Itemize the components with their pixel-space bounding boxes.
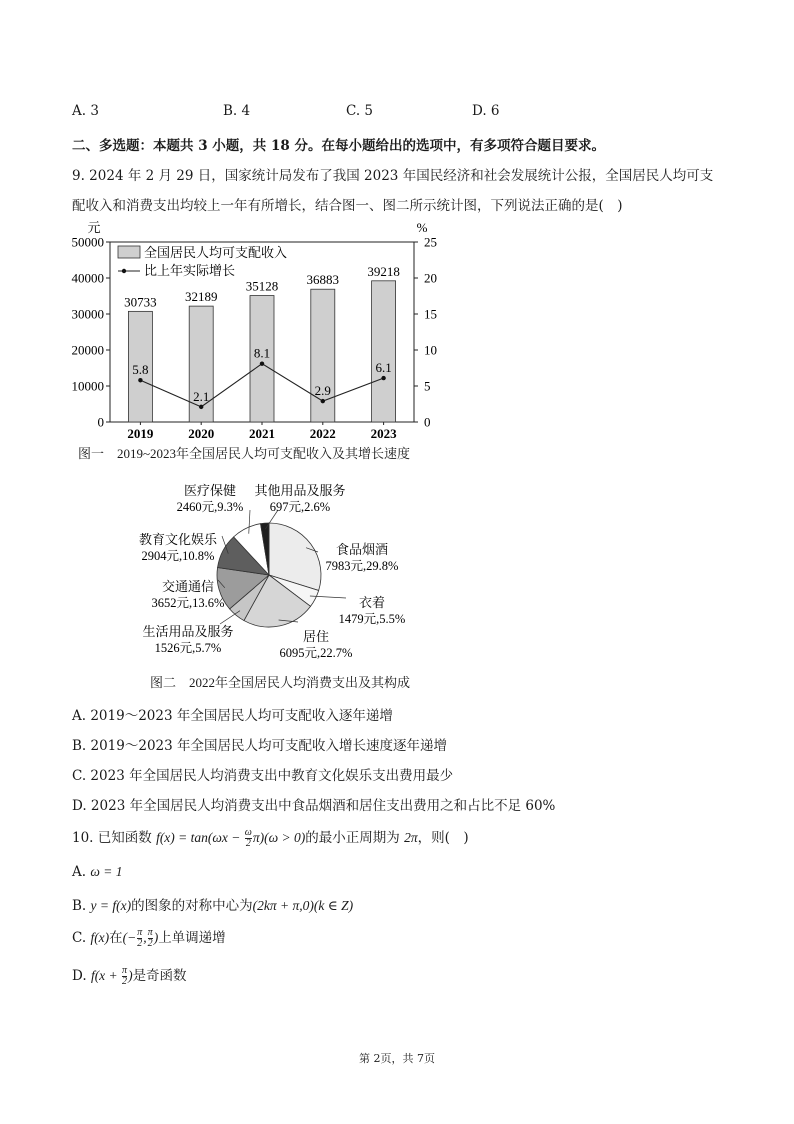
q9-option-b: B. 2019～2023 年全国居民人均可支配收入增长速度逐年递增 — [72, 738, 448, 754]
right-tick-label: 20 — [424, 270, 437, 286]
pie-label-name: 居住 — [302, 629, 330, 644]
q10-option-d-label: D. — [72, 968, 91, 984]
q10-option-b — [72, 894, 353, 914]
growth-point — [321, 399, 325, 403]
choice-b: B. 4 — [223, 103, 251, 119]
q10-fraction — [245, 828, 252, 849]
pie-label-value — [339, 612, 406, 626]
pie-label-name: 生活用品及服务 — [142, 624, 234, 639]
pie-label-name: 衣着 — [358, 595, 386, 610]
pie-label-percent: 9.3% — [217, 500, 244, 514]
pie-label-amount: 7983元, — [325, 559, 367, 573]
pie-label-percent: 5.5% — [379, 612, 406, 626]
q10-option-d-frac — [122, 966, 127, 987]
q10-option-c-math1: f(x) — [90, 930, 110, 945]
q10-option-c-close: ) — [153, 930, 159, 945]
q10-option-c-open: (− — [122, 930, 137, 945]
right-tick-label: 5 — [424, 378, 431, 394]
figure2-chart — [100, 470, 430, 670]
pie-label-amount: 1479元, — [338, 612, 380, 626]
q10-option-c-frac1-num: π — [137, 927, 143, 938]
income-bar-label: 35128 — [245, 278, 279, 294]
legend-line-marker — [122, 269, 126, 273]
growth-point — [199, 405, 203, 409]
pie-label-percent: 5.7% — [195, 641, 222, 655]
q9-stem-line1: 9. 2024 年 2 月 29 日，国家统计局发布了我国 2023 年国民经济和社会发展统计公报，全国居民人均可支 — [72, 168, 714, 184]
pie-label-value — [152, 596, 225, 610]
growth-point — [138, 378, 142, 382]
pie-label-name: 交通通信 — [161, 579, 215, 594]
pie-leader-line — [220, 611, 240, 624]
q10-function-tail: π)(ω > 0) — [252, 830, 306, 845]
right-tick-label: 10 — [424, 342, 437, 358]
pie-label-amount: 697元, — [269, 500, 305, 514]
q10-option-d-math2: ) — [128, 968, 133, 983]
pie-label-value — [155, 641, 222, 655]
q10-stem-end: ，则( ) — [417, 830, 469, 846]
q9-option-c: C. 2023 年全国居民人均消费支出中教育文化娱乐支出费用最少 — [72, 768, 454, 784]
right-tick-label: 0 — [424, 414, 431, 430]
q10-stem-post: 的最小正周期为 — [305, 830, 405, 846]
growth-label: 8.1 — [253, 345, 271, 361]
left-tick-label: 50000 — [71, 234, 104, 250]
figure1-caption: 图一 2019~2023年全国居民人均可支配收入及其增长速度 — [78, 446, 411, 461]
q10-option-c-text2: 上单调递增 — [158, 930, 226, 946]
x-tick-label: 2021 — [249, 426, 275, 441]
q10-option-c-mid: , — [143, 930, 147, 945]
q10-option-b-text: 的图象的对称中心为 — [131, 898, 253, 914]
q10-option-c-frac2-num: π — [147, 927, 153, 938]
q10-option-d-frac-den: 2 — [122, 976, 128, 987]
q9-stem-line2: 配收入和消费支出均较上一年有所增长，结合图一、图二所示统计图，下列说法正确的是( ) — [72, 198, 623, 214]
q10-option-c-frac2-den: 2 — [147, 938, 153, 949]
q10-option-b-math1: y = f(x) — [90, 898, 132, 913]
income-bar — [372, 281, 396, 422]
q9-option-a: A. 2019～2023 年全国居民人均可支配收入逐年递增 — [72, 708, 393, 724]
choice-d: D. 6 — [472, 103, 500, 119]
section-heading: 二、多选题：本题共 3 小题，共 18 分。在每小题给出的选项中，有多项符合题目要求。 — [72, 138, 605, 154]
q10-option-c-frac1 — [137, 928, 142, 949]
growth-point — [260, 361, 264, 365]
q10-option-d — [72, 964, 187, 987]
page-footer: 第 2页，共 7页 — [359, 1052, 435, 1065]
pie-label-value — [270, 500, 330, 514]
right-tick-label: 15 — [424, 306, 437, 322]
pie-label-value — [177, 500, 244, 514]
legend-bar-swatch — [118, 246, 140, 258]
growth-label: 2.9 — [314, 383, 331, 399]
q9-option-d: D. 2023 年全国居民人均消费支出中食品烟酒和居住支出费用之和占比不足 60% — [72, 798, 556, 814]
pie-label-name: 其他用品及服务 — [254, 483, 346, 498]
pie-label-name: 医疗保健 — [183, 483, 237, 498]
x-tick-label: 2019 — [127, 426, 154, 441]
q10-stem-pre: 10. 已知函数 — [72, 830, 157, 846]
pie-label-value — [280, 646, 353, 660]
pie-label-name: 教育文化娱乐 — [138, 532, 218, 547]
x-tick-label: 2023 — [370, 426, 397, 441]
pie-label-amount: 2460元, — [176, 500, 218, 514]
q10-option-d-frac-num: π — [122, 965, 128, 976]
q10-option-b-math2: (2kπ + π,0)(k ∈ Z) — [252, 898, 354, 913]
choice-a: A. 3 — [72, 103, 99, 119]
income-bar-label: 36883 — [306, 272, 340, 288]
income-bar — [189, 306, 213, 422]
q10-option-c-text1: 在 — [109, 930, 123, 946]
pie-label-amount: 6095元, — [279, 646, 321, 660]
q10-option-a — [72, 864, 123, 880]
q10-option-a-math: ω = 1 — [90, 864, 123, 879]
income-bar-label: 39218 — [367, 263, 400, 279]
pie-label-percent: 29.8% — [366, 559, 399, 573]
q10-frac-den: 2 — [245, 838, 251, 849]
x-tick-label: 2022 — [309, 426, 336, 441]
pie-label-value — [326, 559, 399, 573]
pie-label-percent: 13.6% — [192, 596, 225, 610]
q10-period: 2π — [404, 830, 418, 845]
q10-option-c-frac1-den: 2 — [137, 938, 143, 949]
q10-option-d-text: 是奇函数 — [132, 968, 187, 984]
pie-label-name: 食品烟酒 — [335, 542, 389, 557]
pie-label-percent: 22.7% — [320, 646, 353, 660]
legend-line-label: 比上年实际增长 — [144, 263, 236, 278]
q10-option-c-label: C. — [72, 930, 91, 946]
right-axis-unit: % — [416, 220, 428, 235]
pie-label-percent: 2.6% — [304, 500, 331, 514]
q10-option-a-label: A. — [72, 864, 91, 880]
income-bar-label: 30733 — [124, 294, 157, 310]
left-tick-label: 20000 — [71, 342, 104, 358]
q10-stem — [72, 826, 469, 849]
q10-frac-num: ω — [244, 827, 252, 838]
growth-point — [381, 376, 385, 380]
growth-label: 6.1 — [375, 360, 392, 376]
left-tick-label: 0 — [97, 414, 104, 430]
left-tick-label: 10000 — [71, 378, 104, 394]
growth-label: 2.1 — [193, 388, 210, 404]
pie-label-value — [142, 549, 215, 563]
pie-label-percent: 10.8% — [182, 549, 215, 563]
figure2-caption: 图二 2022年全国居民人均消费支出及其构成 — [150, 675, 411, 690]
left-axis-unit: 元 — [87, 220, 101, 235]
q10-option-c — [72, 926, 226, 949]
pie-label-amount: 1526元, — [154, 641, 196, 655]
income-bar-label: 32189 — [184, 289, 218, 305]
figure1-chart — [60, 216, 460, 468]
pie-label-amount: 3652元, — [151, 596, 193, 610]
left-tick-label: 30000 — [71, 306, 104, 322]
q10-option-d-math1: f(x + — [90, 968, 122, 983]
legend-bar-label: 全国居民人均可支配收入 — [144, 245, 288, 260]
choice-c: C. 5 — [346, 103, 374, 119]
q10-option-b-label: B. — [72, 898, 91, 914]
pie-label-amount: 2904元, — [141, 549, 183, 563]
q10-function: f(x) = tan(ωx − — [156, 830, 244, 845]
x-tick-label: 2020 — [188, 426, 215, 441]
growth-label: 5.8 — [132, 362, 149, 378]
right-tick-label: 25 — [424, 234, 437, 250]
left-tick-label: 40000 — [71, 270, 104, 286]
q10-option-c-frac2 — [148, 928, 153, 949]
